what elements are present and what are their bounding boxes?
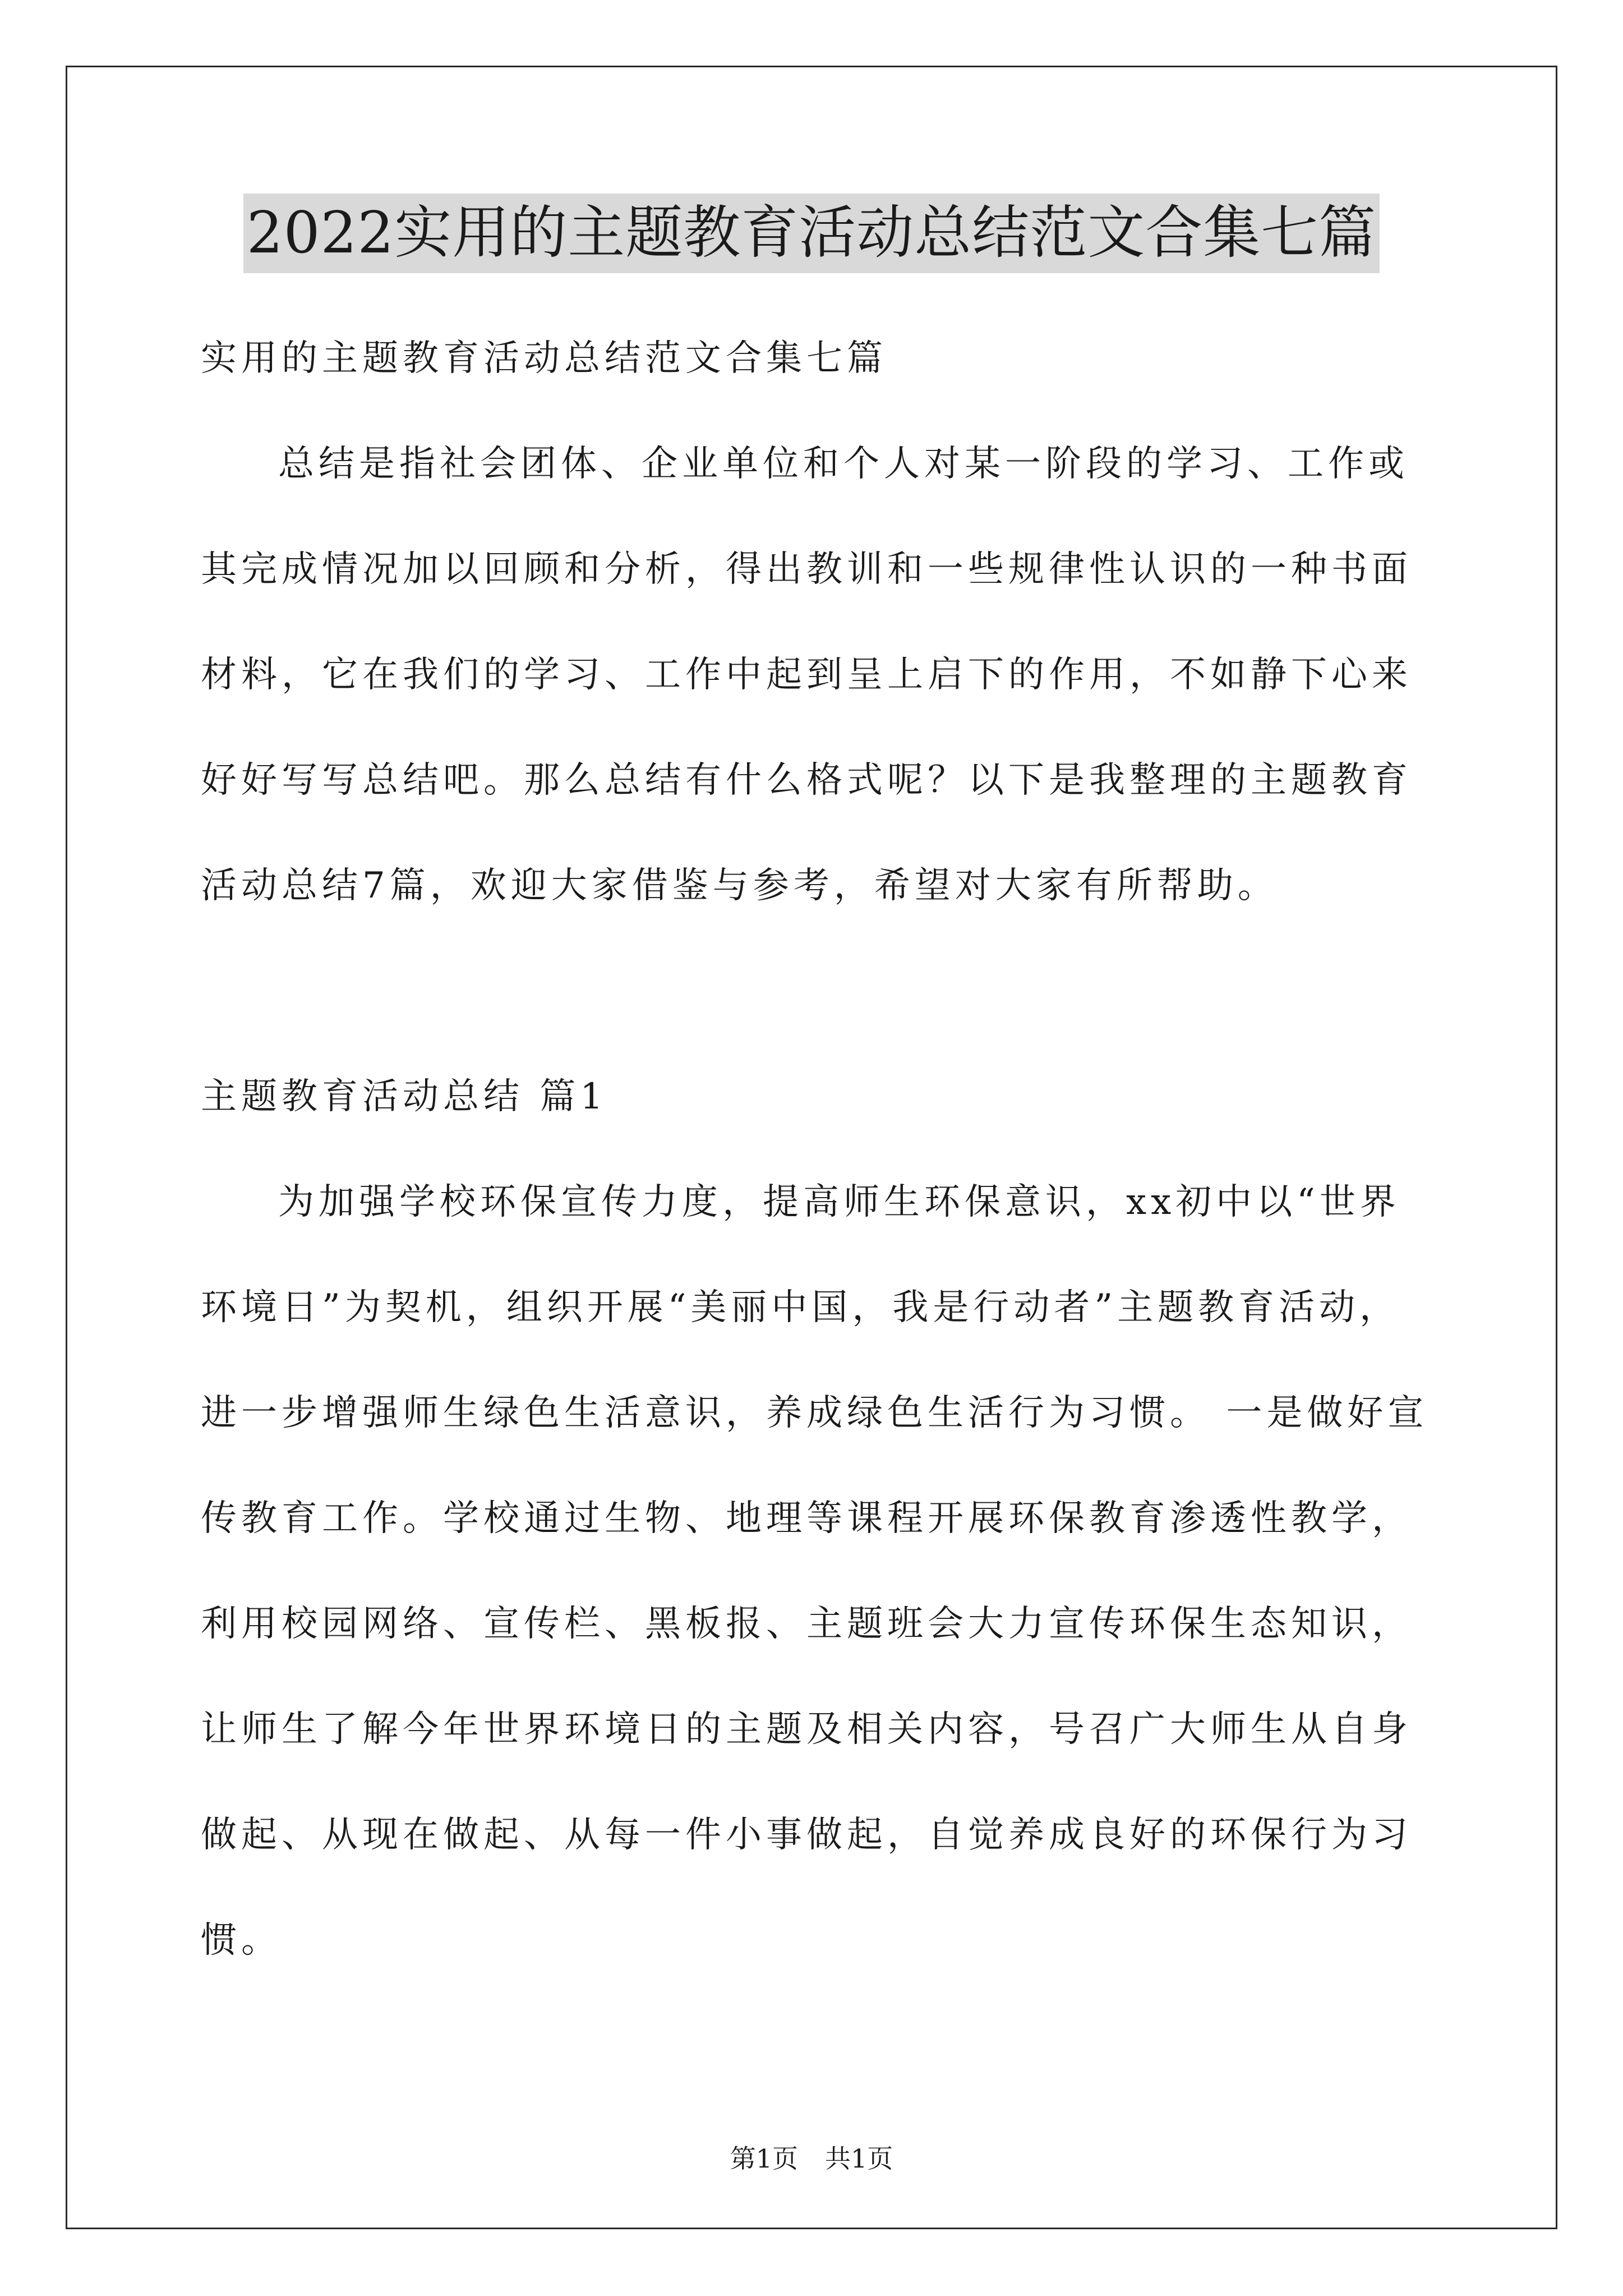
section-paragraph-line: 传教育工作。学校通过生物、地理等课程开展环保教育渗透性教学， xyxy=(201,1498,1412,1539)
page-footer xyxy=(0,2142,1623,2175)
section-paragraph-line: 让师生了解今年世界环境日的主题及相关内容，号召广大师生从自身 xyxy=(201,1709,1412,1750)
section-paragraph-line: 惯。 xyxy=(201,1920,282,1961)
document-body xyxy=(201,306,1457,1993)
intro-paragraph-line: 其完成情况加以回顾和分析，得出教训和一些规律性认识的一种书面 xyxy=(201,549,1412,590)
intro-paragraph-line: 总结是指社会团体、企业单位和个人对某一阶段的学习、工作或 xyxy=(278,443,1409,485)
section-paragraph-line: 环境日”为契机，组织开展“美丽中国，我是行动者”主题教育活动， xyxy=(201,1287,1400,1328)
document-title xyxy=(0,194,1623,273)
section-paragraph-line: 利用校园网络、宣传栏、黑板报、主题班会大力宣传环保生态知识， xyxy=(201,1603,1412,1645)
section-paragraph-line: 做起、从现在做起、从每一件小事做起，自觉养成良好的环保行为习 xyxy=(201,1814,1412,1856)
subtitle: 实用的主题教育活动总结范文合集七篇 xyxy=(201,338,887,379)
page-total: 共1页 xyxy=(825,2143,893,2174)
paragraph-gap xyxy=(201,938,1457,1044)
section-paragraph-line: 为加强学校环保宣传力度，提高师生环保意识，xx初中以“世界 xyxy=(278,1181,1400,1223)
document-title-text: 2022实用的主题教育活动总结范文合集七篇 xyxy=(243,194,1380,273)
intro-paragraph-line: 活动总结7篇，欢迎大家借鉴与参考，希望对大家有所帮助。 xyxy=(201,865,1278,907)
intro-paragraph-line: 好好写写总结吧。那么总结有什么格式呢？以下是我整理的主题教育 xyxy=(201,760,1412,801)
intro-paragraph-line: 材料，它在我们的学习、工作中起到呈上启下的作用，不如静下心来 xyxy=(201,654,1412,696)
section-heading: 主题教育活动总结 篇1 xyxy=(201,1076,608,1117)
section-paragraph-line: 进一步增强师生绿色生活意识，养成绿色生活行为习惯。 一是做好宣 xyxy=(201,1392,1428,1434)
page-number: 第1页 xyxy=(730,2143,798,2174)
